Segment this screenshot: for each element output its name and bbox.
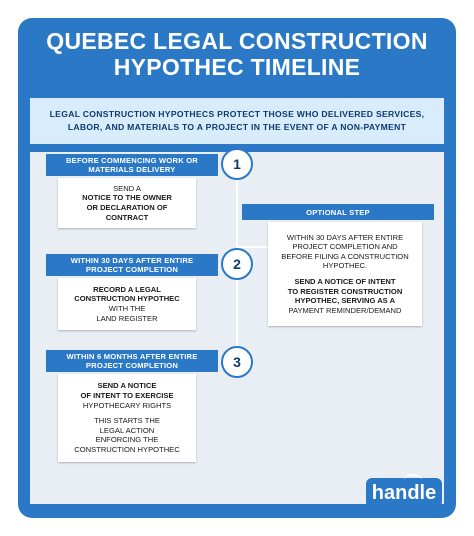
- infographic-frame: [18, 18, 456, 518]
- step-3-line: SEND A NOTICE: [97, 381, 157, 391]
- step-3-number: 3: [221, 346, 253, 378]
- step-1-header: [46, 154, 218, 176]
- optional-step-header: [242, 204, 434, 220]
- title-line-2: HYPOTHEC TIMELINE: [113, 54, 361, 80]
- step-3-line: HYPOTHECARY RIGHTS: [82, 400, 172, 410]
- intro-banner: [30, 98, 444, 144]
- step-2-header-text: WITHIN 30 DAYS AFTER ENTIRE PROJECT COMPLETION: [70, 256, 194, 274]
- title-line-1: QUEBEC LEGAL CONSTRUCTION: [46, 28, 428, 54]
- step-2-line: WITH THE: [108, 304, 146, 313]
- step-3-line: THIS STARTS THE: [94, 416, 160, 426]
- step-3-header-text: WITHIN 6 MONTHS AFTER ENTIRE PROJECT COMPLETION: [66, 352, 198, 370]
- step-3-line: LEGAL ACTION: [99, 425, 155, 435]
- logo-text: handle: [371, 482, 437, 504]
- step-3-line: CONSTRUCTION HYPOTHEC: [74, 444, 180, 454]
- step-2-header: [46, 254, 218, 276]
- step-2-line: LAND REGISTER: [96, 313, 158, 323]
- step-2-number: 2: [221, 248, 253, 280]
- step-1-line: SEND A: [113, 183, 141, 193]
- step-1-line: NOTICE TO THE OWNER: [82, 193, 172, 203]
- step-3-header: [46, 350, 218, 372]
- step-2-line: CONSTRUCTION HYPOTHEC: [74, 294, 180, 304]
- optional-step-line: HYPOTHEC, SERVING AS A: [294, 296, 396, 306]
- handle-logo: [366, 478, 442, 508]
- optional-step-header-text: OPTIONAL STEP: [306, 207, 370, 217]
- optional-step-line: PAYMENT REMINDER/DEMAND: [288, 305, 402, 315]
- logo-arc-icon: [404, 474, 422, 486]
- optional-step-line: TO REGISTER CONSTRUCTION: [287, 286, 403, 296]
- optional-step-paragraph-1: WITHIN 30 DAYS AFTER ENTIRE PROJECT COMPLETION AND BEFORE FILING A CONSTRUCTION HYPOTHEC.: [281, 232, 409, 271]
- intro-text: LEGAL CONSTRUCTION HYPOTHECS PROTECT THOSE WHO DELIVERED SERVICES, LABOR, AND MATERIALS TO A PROJECT IN THE EVENT OF A NON-PAYMENT: [49, 109, 425, 132]
- step-3-line: OF INTENT TO EXERCISE: [80, 391, 174, 401]
- step-1-header-text: BEFORE COMMENCING WORK OR MATERIALS DELIVERY: [66, 156, 198, 174]
- page-title: [18, 28, 456, 80]
- step-1-line: CONTRACT: [105, 212, 149, 222]
- optional-step-card: [268, 222, 422, 326]
- step-1-line: OR DECLARATION OF: [86, 203, 168, 212]
- step-2-card: [58, 278, 196, 330]
- optional-step-line: SEND A NOTICE OF INTENT: [294, 277, 396, 286]
- step-3-line: ENFORCING THE: [95, 435, 159, 445]
- step-3-card: [58, 374, 196, 462]
- step-2-line: RECORD A LEGAL: [93, 284, 161, 294]
- step-1-number: 1: [221, 148, 253, 180]
- step-1-card: [58, 178, 196, 228]
